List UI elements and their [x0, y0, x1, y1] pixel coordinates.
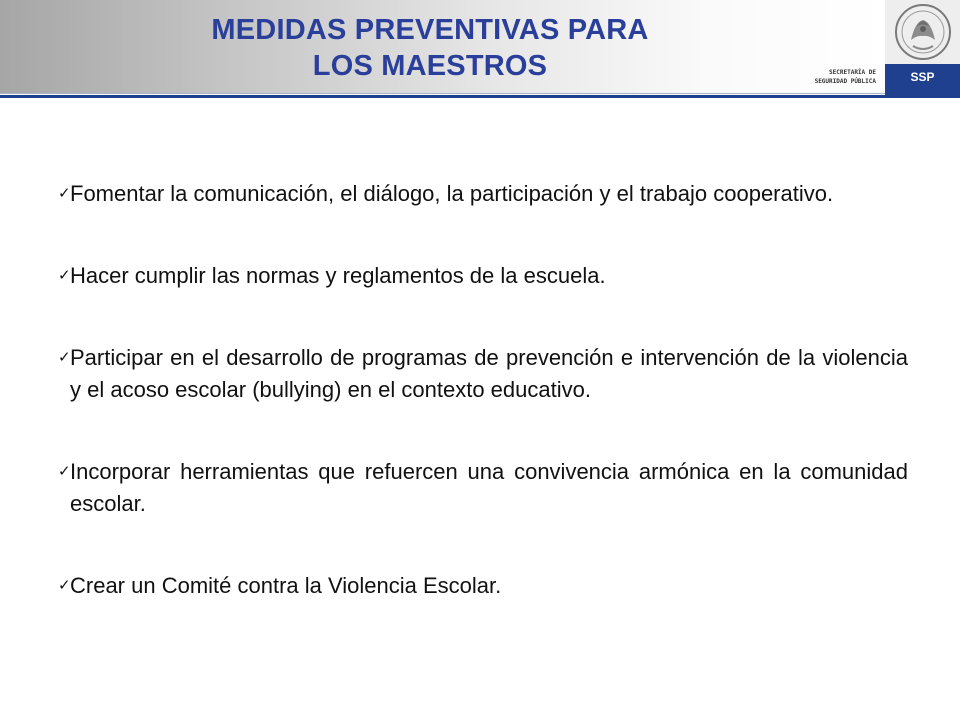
list-item — [60, 342, 908, 406]
list-item-text: Incorporar herramientas que refuercen una convivencia armónica en la comunidad escolar. — [70, 459, 908, 516]
title-line-1: MEDIDAS PREVENTIVAS PARA — [211, 14, 649, 46]
seal-box — [885, 0, 960, 64]
list-item-text: Participar en el desarrollo de programas de prevención e intervención de la violencia y el acoso escolar (bullying) en el contexto educativo. — [70, 345, 908, 402]
measures-list — [60, 178, 908, 602]
agency-label — [815, 68, 876, 86]
list-item — [60, 456, 908, 520]
list-item — [60, 178, 908, 210]
agency-line-2: SEGURIDAD PÚBLICA — [814, 78, 876, 85]
list-item — [60, 570, 908, 602]
list-item-text: Hacer cumplir las normas y reglamentos de la escuela. — [70, 263, 606, 288]
title-line-2: LOS MAESTROS — [312, 50, 548, 82]
list-item — [60, 260, 908, 292]
list-item-text: Fomentar la comunicación, el diálogo, la participación y el trabajo cooperativo. — [70, 181, 834, 206]
agency-line-1: SECRETARÍA DE — [829, 69, 876, 76]
header-divider — [0, 93, 960, 98]
list-item-text: Crear un Comité contra la Violencia Escolar. — [70, 573, 502, 598]
seal-panel — [885, 0, 960, 97]
checkmark-icon: ✓ — [58, 349, 71, 366]
mexico-coat-of-arms-seal-icon — [893, 2, 953, 62]
checkmark-icon: ✓ — [58, 577, 71, 594]
ssp-badge: SSP — [910, 70, 935, 84]
slide-title — [120, 12, 740, 84]
checkmark-icon: ✓ — [58, 463, 71, 480]
checkmark-icon: ✓ — [58, 267, 71, 284]
checkmark-icon: ✓ — [58, 185, 71, 202]
